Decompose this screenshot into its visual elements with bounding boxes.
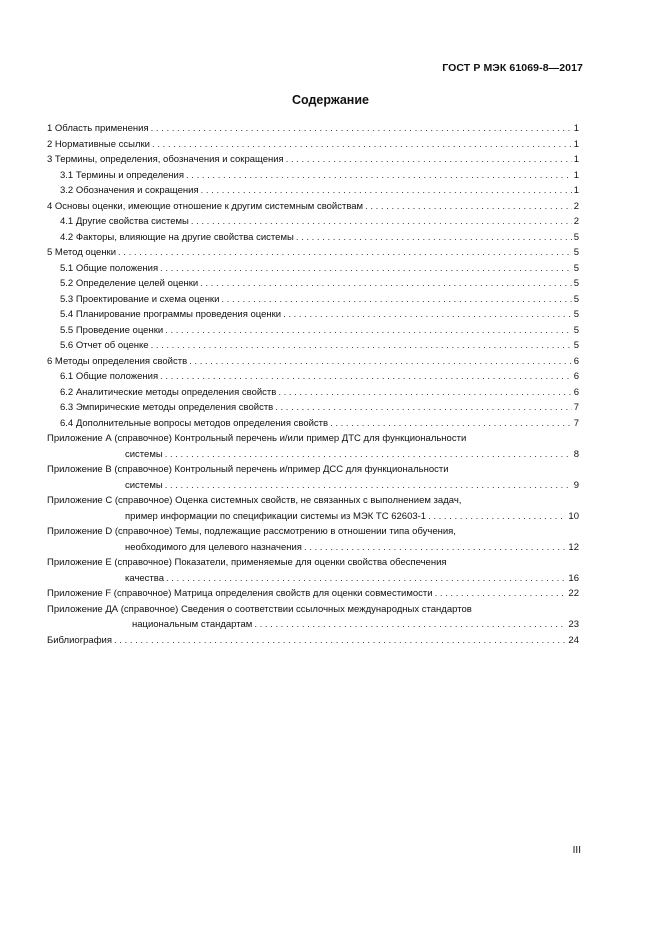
toc-entry-6[interactable]: 6 Методы определения свойств . . . 6	[47, 354, 579, 370]
page-ref: 1	[573, 154, 579, 165]
page-ref: 5	[573, 293, 579, 305]
toc-entry-4-2[interactable]: 4.2 Факторы, влияющие на другие свойства системы . . . 5	[47, 230, 579, 246]
toc-entry-1[interactable]: 1 Область применения . . . 1	[47, 121, 579, 137]
page-title: Содержание	[291, 93, 369, 107]
page-ref: 9	[573, 479, 579, 491]
page-ref: 6	[573, 386, 579, 398]
toc-entry-annex-c[interactable]: Приложение С (справочное) Оценка системных свойств, не связанных с выполнением задач, пример информации по спецификации системы из МЭК ТС 62603-1 . . . 10	[47, 493, 579, 524]
toc-entry-6-1[interactable]: 6.1 Общие положения . . . 6	[47, 369, 579, 385]
toc-entry-bibliography[interactable]: Библиография . . . 24	[47, 633, 579, 649]
toc-entry-2[interactable]: 2 Нормативные ссылки . . . 1	[47, 137, 579, 153]
toc-entry-annex-d[interactable]: Приложение D (справочное) Темы, подлежащие рассмотрению в отношении типа обучения, необходимого для целевого назначения . . . 12	[47, 524, 579, 555]
toc-entry-4-1[interactable]: 4.1 Другие свойства системы . . . 2	[47, 214, 579, 230]
page-ref: 5	[573, 231, 579, 243]
page-ref: 1	[573, 185, 579, 196]
toc-entry-5-1[interactable]: 5.1 Общие положения . . . 5	[47, 261, 579, 277]
page-ref: 2	[573, 200, 579, 212]
page-ref: 8	[573, 448, 579, 460]
page-ref: 10	[568, 510, 579, 522]
toc-entry-6-4[interactable]: 6.4 Дополнительные вопросы методов определения свойств . . . 7	[47, 416, 579, 432]
page-ref: 5	[573, 340, 579, 351]
page-ref: 1	[573, 123, 579, 134]
page-ref: 5	[573, 278, 579, 289]
page-ref: 23	[568, 619, 579, 630]
toc-entry-4[interactable]: 4 Основы оценки, имеющие отношение к другим системным свойствам . . . 2	[47, 199, 579, 215]
toc-entry-5-6[interactable]: 5.6 Отчет об оценке . . . 5	[47, 338, 579, 354]
page-ref: 5	[573, 247, 579, 258]
page-ref: 6	[573, 355, 579, 367]
page-ref: 5	[573, 262, 579, 274]
toc-entry-3-1[interactable]: 3.1 Термины и определения . . . 1	[47, 168, 579, 184]
toc-entry-annex-a[interactable]: Приложение А (справочное) Контрольный перечень и/или пример ДТС для функциональности системы . . . 8	[47, 431, 579, 462]
toc-entry-annex-da[interactable]: Приложение ДА (справочное) Сведения о соответствии ссылочных международных стандартов национальным стандартам . . . 23	[47, 602, 579, 633]
toc-entry-5-5[interactable]: 5.5 Проведение оценки . . . 5	[47, 323, 579, 339]
page-ref: 1	[573, 169, 579, 181]
page-ref: 16	[568, 572, 579, 584]
toc-entry-5-4[interactable]: 5.4 Планирование программы проведения оценки . . . 5	[47, 307, 579, 323]
toc-entry-6-3[interactable]: 6.3 Эмпирические методы определения свойств . . . 7	[47, 400, 579, 416]
toc-entry-annex-b[interactable]: Приложение В (справочное) Контрольный перечень и/пример ДСС для функциональности системы . . . 9	[47, 462, 579, 493]
toc-entry-3[interactable]: 3 Термины, определения, обозначения и сокращения . . . 1	[47, 152, 579, 168]
toc-entry-6-2[interactable]: 6.2 Аналитические методы определения свойств . . . 6	[47, 385, 579, 401]
page-ref: 7	[573, 417, 579, 429]
page-ref: 5	[573, 309, 579, 320]
page-ref: 1	[573, 138, 579, 150]
page-ref: 7	[573, 402, 579, 413]
toc-entry-5-2[interactable]: 5.2 Определение целей оценки . . . 5	[47, 276, 579, 292]
toc-entry-3-2[interactable]: 3.2 Обозначения и сокращения . . . 1	[47, 183, 579, 199]
toc-entry-5-3[interactable]: 5.3 Проектирование и схема оценки . . . 5	[47, 292, 579, 308]
page-ref: 5	[573, 324, 579, 336]
page-ref: 6	[573, 371, 579, 382]
toc-entry-annex-f[interactable]: Приложение F (справочное) Матрица определения свойств для оценки совместимости . . . 22	[47, 586, 579, 602]
page-ref: 12	[568, 541, 579, 553]
document-header: ГОСТ Р МЭК 61069-8—2017	[442, 62, 583, 74]
page-ref: 24	[568, 634, 579, 646]
page-ref: 2	[573, 216, 579, 227]
page-number: III	[572, 845, 581, 856]
toc-entry-5[interactable]: 5 Метод оценки . . . 5	[47, 245, 579, 261]
table-of-contents	[47, 121, 579, 648]
page-ref: 22	[568, 588, 579, 599]
toc-entry-annex-e[interactable]: Приложение Е (справочное) Показатели, применяемые для оценки свойства обеспечения качества . . . 16	[47, 555, 579, 586]
